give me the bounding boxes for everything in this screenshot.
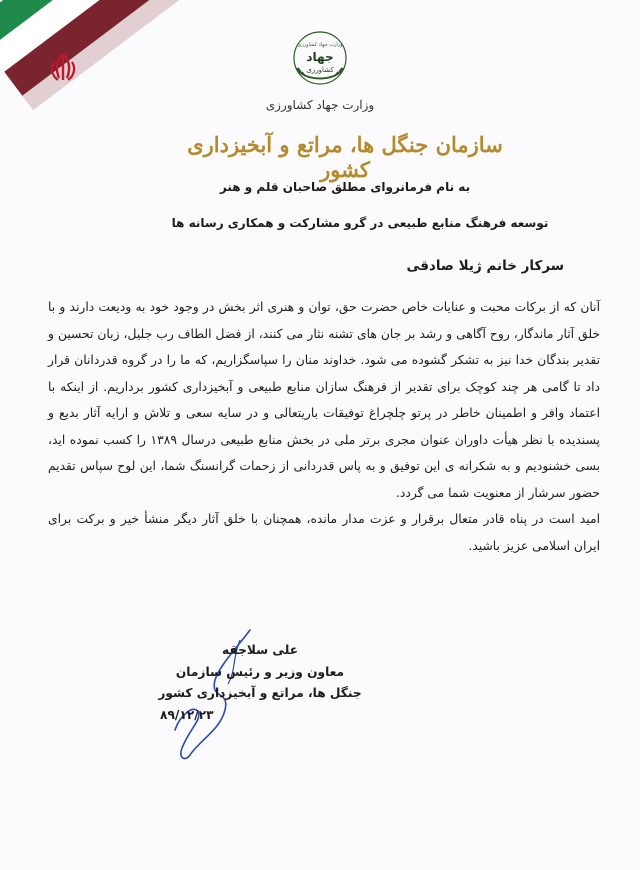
iran-flag-ribbon (0, 0, 290, 112)
signature-block (150, 640, 370, 726)
letter-date: ۸۹/۱۲/۲۳ (160, 707, 214, 722)
letter-body (48, 294, 600, 559)
ministry-logo-icon (285, 28, 355, 90)
iran-emblem-icon (46, 50, 80, 84)
ministry-name: وزارت جهاد کشاورزی (265, 98, 375, 112)
signatory-title-line-1: معاون وزیر و رئیس سازمان (175, 664, 345, 679)
body-paragraph-1: آنان که از برکات محبت و عنایات خاص حضرت حق، توان و هنری اثر بخش در وجود خود به ودیعت دارند و با خلق آثار ماندگار، روح آگاهی و رشد بر جان های تشنه نثار می کنند، از فضل الطاف رب جلیل، زبان تحسین و تقدیر بندگان خدا نیز به تشکر گشوده می شود. خداوند منان را سپاسگزاریم، که ما را در گروه قدردانان قرار داد تا گامی هر چند کوچک برای تقدیر از فرهنگ سازان منابع طبیعی و آبخیزداری کشور برداریم. از اینکه با اعتماد وافر و اطمینان خاطر در پرتو چلچراغ توفیقات باریتعالی و در سایه سعی و تلاش و ارایه آثار بدیع و پسندیده با نظر هیأت داوران عنوان مجری برتر ملی در بخش منابع طبیعی درسال ۱۳۸۹ را کسب نموده اید، بسی خشنودیم و به شکرانه ی این توفیق و به پاس قدردانی از زحمات گرانسنگ شما، این لوح سپاس تقدیم حضور سرشار از معنویت شما می گردد. (48, 300, 600, 500)
signatory-title-line-2: جنگل ها، مراتع و آبخیزداری کشور (158, 686, 362, 700)
svg-text:جهاد: جهاد (306, 50, 334, 64)
letter-subject: توسعه فرهنگ منابع طبیعی در گرو مشارکت و همکاری رسانه ها (171, 216, 549, 230)
organization-name: سازمان جنگل ها، مراتع و آبخیزداری کشور (187, 132, 503, 182)
letter-motto: به نام فرمانروای مطلق صاحبان قلم و هنر (219, 180, 471, 194)
svg-text:وزارت جهاد کشاورزی: وزارت جهاد کشاورزی (297, 42, 343, 48)
svg-text:کشاورزی: کشاورزی (306, 66, 334, 74)
signatory-name: علی سلاجقه (221, 643, 299, 657)
salutation: سرکار خانم ژیلا صادقی (406, 258, 564, 274)
body-paragraph-2: امید است در پناه قادر متعال برقرار و عزت مدار مانده، همچنان با خلق آثار دیگر منشأ خیر و برکت برای ایران اسلامی عزیز باشید. (48, 512, 600, 553)
